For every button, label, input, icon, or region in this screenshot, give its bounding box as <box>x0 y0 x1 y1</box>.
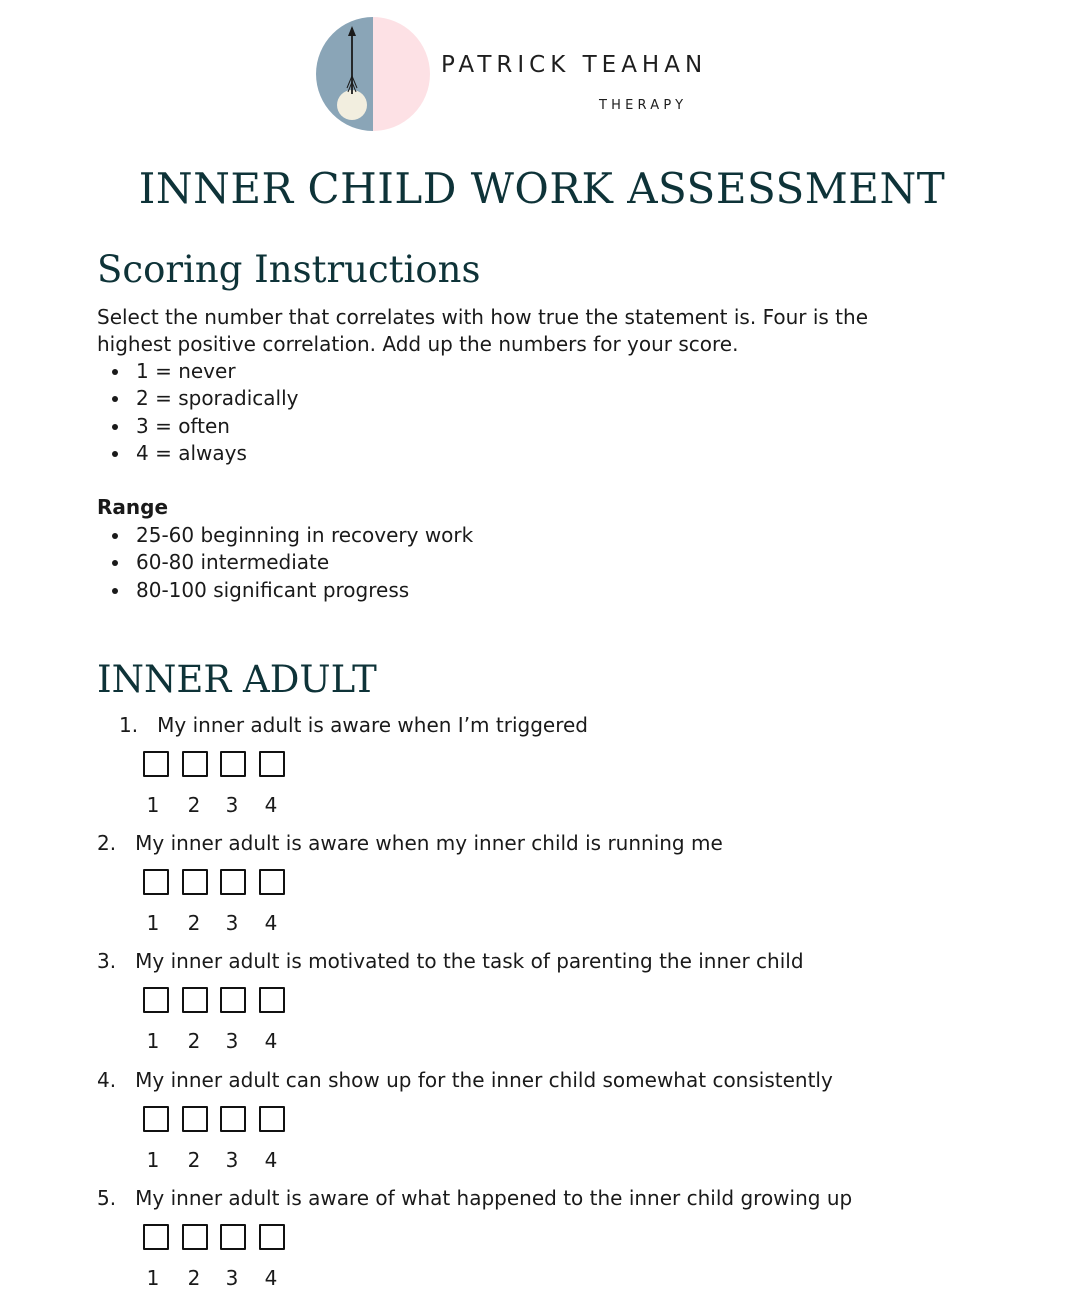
list-item: 4 = always <box>112 440 298 467</box>
checkbox-2[interactable] <box>182 751 208 777</box>
option-label-1: 1 <box>146 911 160 935</box>
question-number: 1. <box>119 713 151 737</box>
inner-adult-heading: INNER ADULT <box>97 658 377 701</box>
option-label-4: 4 <box>264 911 278 935</box>
logo-emblem-icon <box>315 16 431 132</box>
option-label-4: 4 <box>264 1148 278 1172</box>
checkbox-2[interactable] <box>182 987 208 1013</box>
scoring-instructions: Select the number that correlates with how true the statement is. Four is the highest positive correlation. Add up the numbers for your score. <box>97 305 869 356</box>
list-item: 25-60 beginning in recovery work <box>112 522 473 549</box>
checkbox-1[interactable] <box>143 1106 169 1132</box>
option-label-3: 3 <box>225 1148 239 1172</box>
checkbox-1[interactable] <box>143 869 169 895</box>
option-label-3: 3 <box>225 1266 239 1290</box>
checkbox-4[interactable] <box>259 1106 285 1132</box>
question-number: 5. <box>97 1186 129 1210</box>
option-label-1: 1 <box>146 1148 160 1172</box>
checkbox-1[interactable] <box>143 751 169 777</box>
question-text: My inner adult is aware when I’m triggered <box>157 713 588 737</box>
question-5 <box>97 1186 997 1296</box>
option-label-2: 2 <box>187 1029 201 1053</box>
list-item: 60-80 intermediate <box>112 549 473 576</box>
list-item: 1 = never <box>112 358 298 385</box>
list-item: 80-100 significant progress <box>112 577 473 604</box>
checkbox-3[interactable] <box>220 869 246 895</box>
option-label-1: 1 <box>146 1029 160 1053</box>
answer-options <box>143 1106 293 1134</box>
checkbox-1[interactable] <box>143 987 169 1013</box>
option-label-4: 4 <box>264 1029 278 1053</box>
question-3 <box>97 949 997 1059</box>
question-text: My inner adult is aware when my inner child is running me <box>135 831 723 855</box>
logo <box>315 16 708 134</box>
option-label-2: 2 <box>187 793 201 817</box>
question-number: 4. <box>97 1068 129 1092</box>
option-label-2: 2 <box>187 1266 201 1290</box>
checkbox-4[interactable] <box>259 751 285 777</box>
option-label-1: 1 <box>146 793 160 817</box>
checkbox-2[interactable] <box>182 1224 208 1250</box>
checkbox-3[interactable] <box>220 1106 246 1132</box>
option-label-2: 2 <box>187 1148 201 1172</box>
checkbox-2[interactable] <box>182 1106 208 1132</box>
question-4 <box>97 1068 997 1178</box>
answer-options <box>143 987 293 1015</box>
scoring-heading: Scoring Instructions <box>97 248 481 291</box>
option-label-3: 3 <box>225 1029 239 1053</box>
range-list <box>112 522 473 604</box>
answer-options <box>143 1224 293 1252</box>
checkbox-3[interactable] <box>220 1224 246 1250</box>
option-label-4: 4 <box>264 1266 278 1290</box>
range-label: Range <box>97 495 169 519</box>
question-text: My inner adult is aware of what happened to the inner child growing up <box>135 1186 853 1210</box>
option-label-3: 3 <box>225 911 239 935</box>
question-number: 3. <box>97 949 129 973</box>
question-number: 2. <box>97 831 129 855</box>
list-item: 2 = sporadically <box>112 385 298 412</box>
checkbox-4[interactable] <box>259 987 285 1013</box>
checkbox-4[interactable] <box>259 869 285 895</box>
answer-options <box>143 869 293 897</box>
answer-options <box>143 751 293 779</box>
checkbox-2[interactable] <box>182 869 208 895</box>
option-label-1: 1 <box>146 1266 160 1290</box>
list-item: 3 = often <box>112 413 298 440</box>
option-label-4: 4 <box>264 793 278 817</box>
question-1 <box>97 713 997 823</box>
checkbox-3[interactable] <box>220 751 246 777</box>
question-2 <box>97 831 997 941</box>
checkbox-1[interactable] <box>143 1224 169 1250</box>
page-title: INNER CHILD WORK ASSESSMENT <box>138 164 946 213</box>
logo-name: PATRICK TEAHAN <box>441 52 708 78</box>
logo-subtitle: THERAPY <box>599 98 688 113</box>
option-label-3: 3 <box>225 793 239 817</box>
option-label-2: 2 <box>187 911 201 935</box>
question-text: My inner adult can show up for the inner child somewhat consistently <box>135 1068 833 1092</box>
checkbox-4[interactable] <box>259 1224 285 1250</box>
checkbox-3[interactable] <box>220 987 246 1013</box>
scoring-scale-list <box>112 358 298 468</box>
question-text: My inner adult is motivated to the task of parenting the inner child <box>135 949 804 973</box>
